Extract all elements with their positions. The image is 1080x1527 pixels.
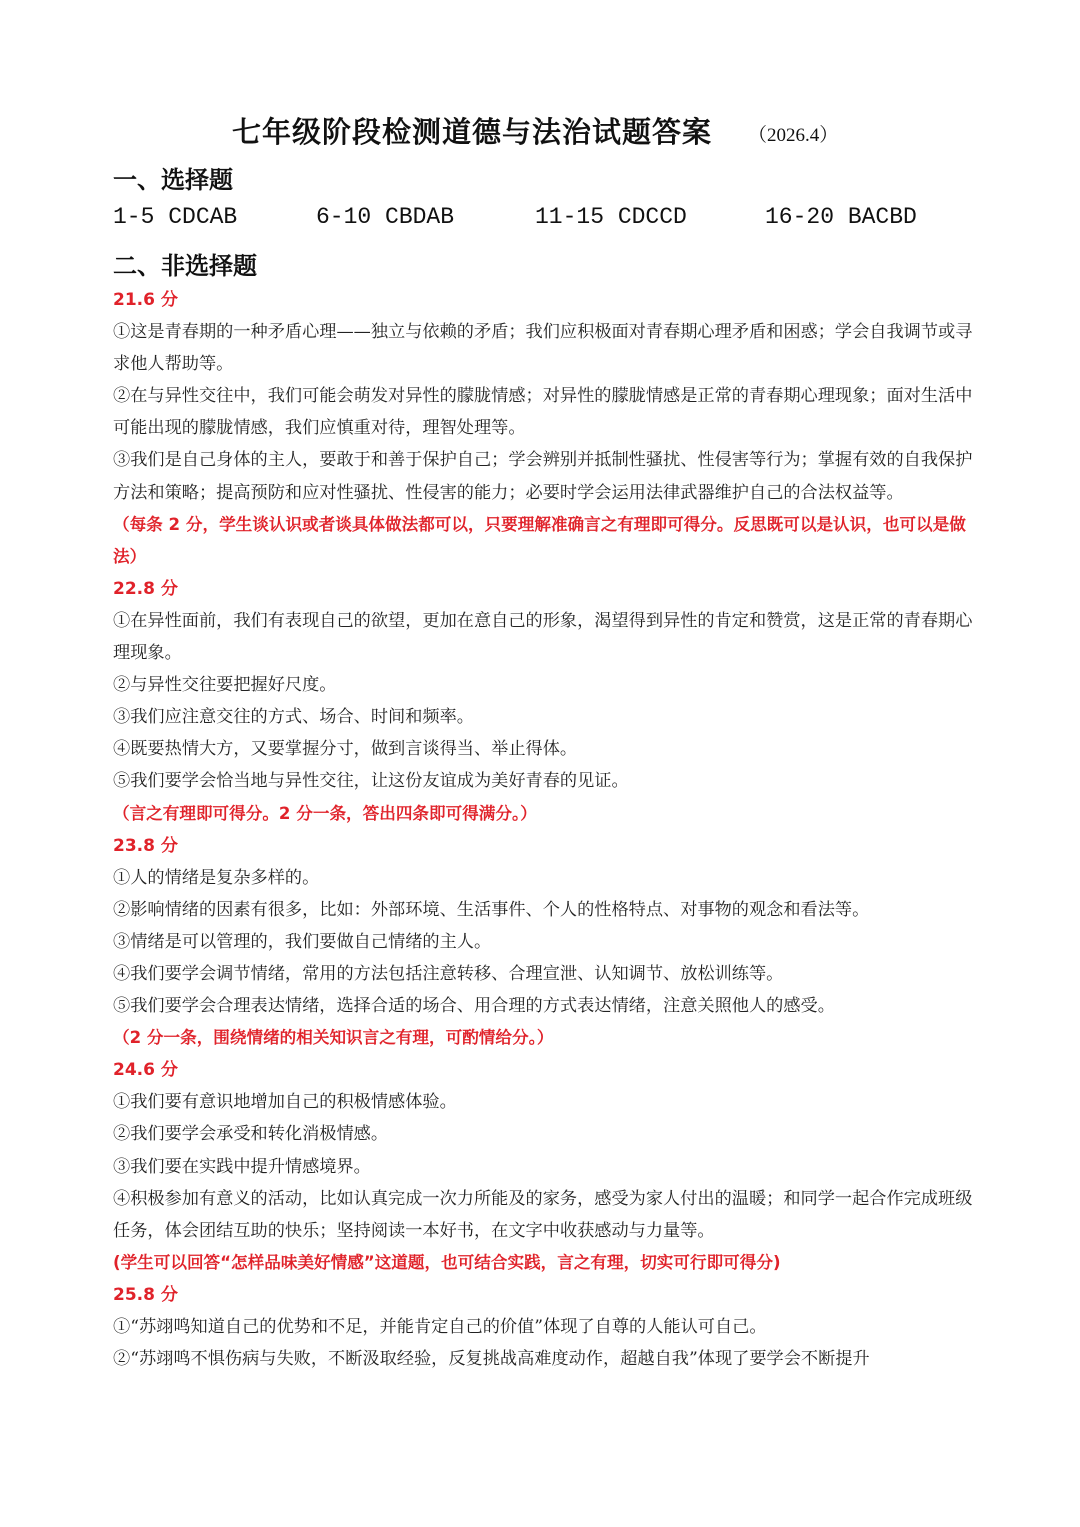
answer-point: ①这是青春期的一种矛盾心理——独立与依赖的矛盾；我们应积极面对青春期心理矛盾和困惑；学会自我调节或寻求他人帮助等。	[113, 322, 973, 375]
answer-point: ②与异性交往要把握好尺度。	[113, 675, 337, 696]
answer-point: ①人的情绪是复杂多样的。	[113, 867, 320, 888]
answer-group-1: 1-5 CDCAB	[113, 204, 238, 230]
question-header: 23.8 分	[113, 835, 178, 856]
answer-point: ②在与异性交往中，我们可能会萌发对异性的朦胧情感；对异性的朦胧情感是正常的青春期心理现象；面对生活中可能出现的朦胧情感，我们应慎重对待，理智处理等。	[113, 386, 973, 439]
answer-point: ⑤我们要学会合理表达情绪，选择合适的场合、用合理的方式表达情绪，注意关照他人的感受。	[113, 996, 835, 1017]
scoring-note: (学生可以回答“怎样品味美好情感”这道题，也可结合实践，言之有理，切实可行即可得分)	[113, 1252, 781, 1272]
answer-point: ④既要热情大方，又要掌握分寸，做到言谈得当、举止得体。	[113, 739, 578, 760]
section-heading-choice: 一、选择题	[113, 165, 233, 194]
answer-point: ③情绪是可以管理的，我们要做自己情绪的主人。	[113, 931, 492, 952]
answer-point: ②我们要学会承受和转化消极情感。	[113, 1124, 389, 1145]
answer-body	[113, 284, 973, 1375]
answer-point: ③我们要在实践中提升情感境界。	[113, 1156, 371, 1177]
section-heading-nonchoice: 二、非选择题	[113, 251, 257, 280]
answer-group-3: 11-15 CDCCD	[535, 204, 687, 230]
answer-group-4: 16-20 BACBD	[765, 204, 917, 230]
answer-point: ④我们要学会调节情绪，常用的方法包括注意转移、合理宣泄、认知调节、放松训练等。	[113, 963, 784, 984]
question-header: 25.8 分	[113, 1284, 178, 1305]
answer-point: ⑤我们要学会恰当地与异性交往，让这份友谊成为美好青春的见证。	[113, 771, 629, 792]
page-title: 七年级阶段检测道德与法治试题答案	[232, 115, 713, 149]
answer-point: ③我们应注意交往的方式、场合、时间和频率。	[113, 707, 474, 728]
exam-date: （2026.4）	[748, 125, 839, 146]
answer-group-2: 6-10 CBDAB	[316, 204, 455, 230]
question-header: 21.6 分	[113, 290, 178, 310]
answer-point: ①在异性面前，我们有表现自己的欲望，更加在意自己的形象，渴望得到异性的肯定和赞赏，这是正常的青春期心理现象。	[113, 610, 973, 664]
answer-point: ②“苏翊鸣不惧伤病与失败，不断汲取经验，反复挑战高难度动作，超越自我”体现了要学会不断提升	[113, 1349, 870, 1370]
answer-point: ②影响情绪的因素有很多，比如：外部环境、生活事件、个人的性格特点、对事物的观念和看法等。	[113, 899, 870, 920]
scoring-note: （言之有理即可得分。2 分一条，答出四条即可得满分。）	[113, 803, 537, 823]
question-header: 22.8 分	[113, 578, 178, 599]
question-header: 24.6 分	[113, 1060, 178, 1081]
scoring-note: （2 分一条，围绕情绪的相关知识言之有理，可酌情给分。）	[113, 1028, 554, 1048]
answer-point: ①“苏翊鸣知道自己的优势和不足，并能肯定自己的价值”体现了自尊的人能认可自己。	[113, 1317, 767, 1337]
answer-point: ④积极参加有意义的活动，比如认真完成一次力所能及的家务，感受为家人付出的温暖；和同学一起合作完成班级任务，体会团结互助的快乐；坚持阅读一本好书，在文字中收获感动与力量等。	[113, 1188, 973, 1241]
scoring-note: （每条 2 分，学生谈认识或者谈具体做法都可以，只要理解准确言之有理即可得分。反思既可以是认识，也可以是做法）	[113, 514, 966, 566]
answer-point: ①我们要有意识地增加自己的积极情感体验。	[113, 1092, 457, 1113]
title-row	[0, 108, 1080, 156]
answer-point: ③我们是自己身体的主人，要敢于和善于保护自己；学会辨别并抵制性骚扰、性侵害等行为；掌握有效的自我保护方法和策略；提高预防和应对性骚扰、性侵害的能力；必要时学会运用法律武器维护自己的合法权益等。	[113, 450, 973, 503]
